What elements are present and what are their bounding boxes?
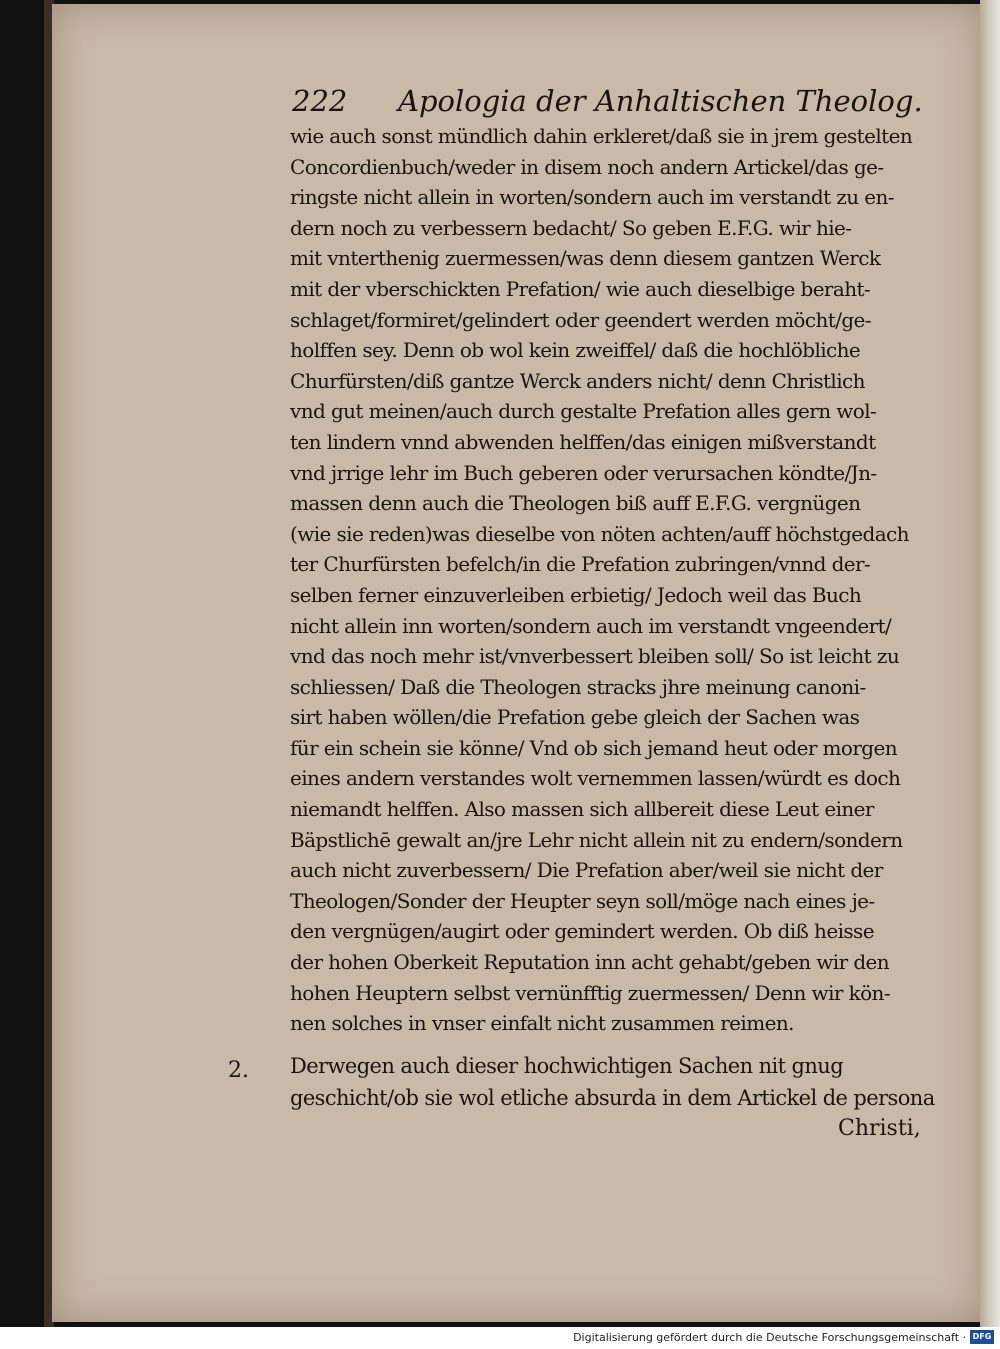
second-paragraph <box>290 1050 938 1114</box>
text-line: vnd gut meinen/auch durch gestalte Prefation alles gern wol- <box>290 399 877 424</box>
text-line: sirt haben wöllen/die Prefation gebe gleich der Sachen was <box>290 705 860 730</box>
running-head: Apologia der Anhaltischen Theolog. <box>398 84 923 118</box>
text-line: Concordienbuch/weder in disem noch andern Artickel/das ge- <box>290 154 884 179</box>
text-line: hohen Heuptern selbst vernünfftig zuermessen/ Denn wir kön- <box>290 980 890 1005</box>
text-line: massen denn auch die Theologen biß auff E.F.G. vergnügen <box>290 491 861 516</box>
page-number: 222 <box>292 84 348 118</box>
page-edge <box>980 0 1000 1327</box>
text-line: für ein schein sie könne/ Vnd ob sich jemand heut oder morgen <box>290 735 898 760</box>
text-line: Theologen/Sonder der Heupter seyn soll/möge nach eines je- <box>290 888 875 913</box>
footer-bar <box>0 1327 1000 1349</box>
text-line: schlaget/formiret/gelindert oder geendert werden möcht/ge- <box>290 307 871 332</box>
text-line: der hohen Oberkeit Reputation inn acht gehabt/geben wir den <box>290 950 890 975</box>
text-line: mit vnterthenig zuermessen/was denn diesem gantzen Werck <box>290 246 881 271</box>
text-line: eines andern verstandes wolt vernemmen lassen/würdt es doch <box>290 766 901 791</box>
text-line: selben ferner einzuverleiben erbietig/ Jedoch weil das Buch <box>290 582 862 607</box>
dfg-logo-icon: DFG <box>970 1330 994 1344</box>
text-line: ter Churfürsten befelch/in die Prefation zubringen/vnnd der- <box>290 552 871 577</box>
text-line: den vergnügen/augirt oder gemindert werden. Ob diß heisse <box>290 919 874 944</box>
page-header <box>292 84 923 120</box>
text-line: Churfürsten/diß gantze Werck anders nicht/ denn Christlich <box>290 368 865 393</box>
text-line: dern noch zu verbessern bedacht/ So geben E.F.G. wir hie- <box>290 215 852 240</box>
text-line: vnd jrrige lehr im Buch geberen oder verursachen köndte/Jn- <box>290 460 877 485</box>
text-line: nen solches in vnser einfalt nicht zusammen reimen. <box>290 1011 794 1036</box>
text-line: holffen sey. Denn ob wol kein zweiffel/ daß die hochlöbliche <box>290 338 861 363</box>
text-line: niemandt helffen. Also massen sich allbereit diese Leut einer <box>290 797 874 822</box>
text-line: auch nicht zuverbessern/ Die Prefation aber/weil sie nicht der <box>290 858 883 883</box>
text-line: vnd das noch mehr ist/vnverbessert bleiben soll/ So ist leicht zu <box>290 644 900 669</box>
text-line: ten lindern vnnd abwenden helffen/das einigen mißverstandt <box>290 429 876 454</box>
text-line: mit der vberschickten Prefation/ wie auch dieselbige beraht- <box>290 276 871 301</box>
text-line: ringste nicht allein in worten/sondern auch im verstandt zu en- <box>290 185 894 210</box>
main-paragraph <box>290 121 938 1039</box>
text-line: wie auch sonst mündlich dahin erkleret/daß sie in jrem gestelten <box>290 124 913 148</box>
text-line: (wie sie reden)was dieselbe von nöten achten/auff höchstgedach <box>290 521 909 546</box>
catchword: Christi, <box>838 1116 921 1141</box>
text-line: geschicht/ob sie wol etliche absurda in dem Artickel de persona <box>290 1086 935 1110</box>
paragraph-marker: 2. <box>228 1058 249 1083</box>
text-line: Bäpstlichē gewalt an/jre Lehr nicht allein nit zu endern/sondern <box>290 827 903 852</box>
text-line: schliessen/ Daß die Theologen stracks jhre meinung canoni- <box>290 674 866 699</box>
text-line: Derwegen auch dieser hochwichtigen Sachen nit gnug <box>290 1054 844 1078</box>
text-line: nicht allein inn worten/sondern auch im verstandt vngeendert/ <box>290 613 892 638</box>
funding-credit: Digitalisierung gefördert durch die Deutsche Forschungsgemeinschaft · <box>573 1331 966 1344</box>
